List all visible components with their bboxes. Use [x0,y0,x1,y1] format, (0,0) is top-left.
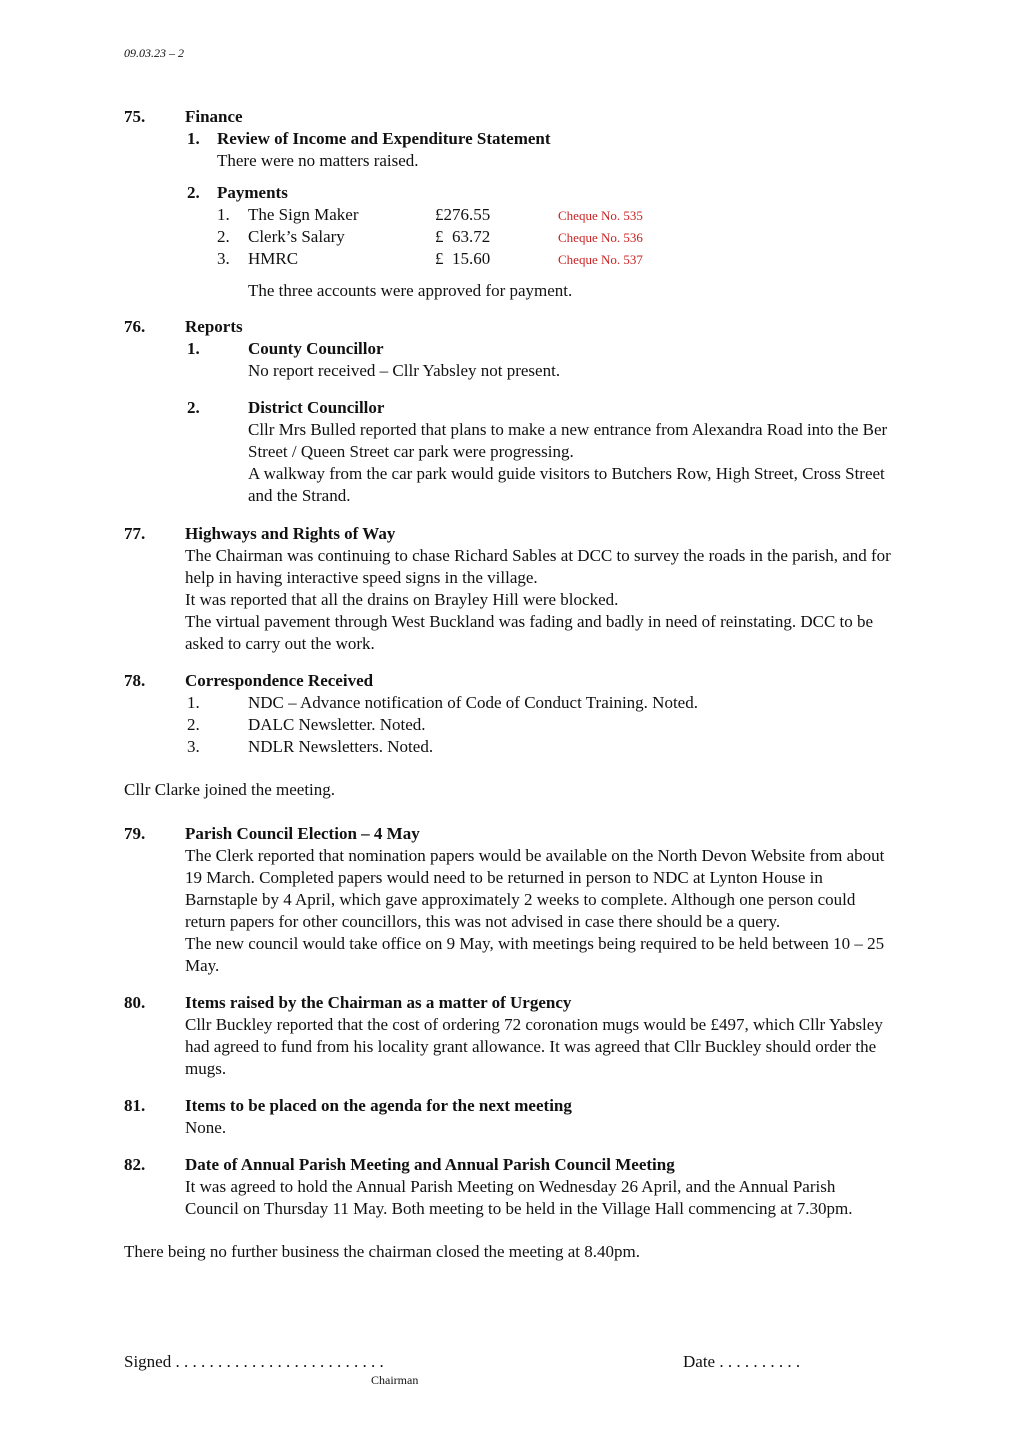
section-81-number: 81. [124,1096,146,1115]
correspondence-2-text: DALC Newsletter. Noted. [248,715,426,734]
section-77-line-5: asked to carry out the work. [185,634,375,653]
payment-1-number: 1. [217,205,230,224]
section-76-number: 76. [124,317,146,336]
section-80-line-1: Cllr Buckley reported that the cost of ordering 72 coronation mugs would be £497, which Cllr Yabsley [185,1015,883,1034]
section-79-line-4: return papers for other councillors, this was not advised in case there should be a query. [185,912,781,931]
section-82-line-2: Council on Thursday 11 May. Both meeting to be held in the Village Hall commencing at 7.30pm. [185,1199,853,1218]
correspondence-3-text: NDLR Newsletters. Noted. [248,737,434,756]
signed-line: Signed . . . . . . . . . . . . . . . . . . . . . . . . . [124,1352,384,1371]
section-77-line-1: The Chairman was continuing to chase Richard Sables at DCC to survey the roads in the parish, and for [185,546,891,565]
section-77-title: Highways and Rights of Way [185,524,396,543]
section-79-line-2: 19 March. Completed papers would need to be returned in person to NDC at Lynton House in [185,868,823,887]
report-2-line-4: and the Strand. [248,486,351,505]
correspondence-1-text: NDC – Advance notification of Code of Conduct Training. Noted. [248,693,698,712]
finance-item-2-title: Payments [217,183,288,202]
section-81-text: None. [185,1118,227,1137]
section-79-line-6: May. [185,956,220,975]
correspondence-3-number: 3. [187,737,200,756]
section-79-line-3: Barnstaple by 4 April, which gave approximately 2 weeks to complete. Although one person could [185,890,856,909]
finance-item-1-text: There were no matters raised. [217,151,419,170]
section-79-number: 79. [124,824,146,843]
finance-item-2-number: 2. [187,183,200,202]
section-80-line-3: mugs. [185,1059,227,1078]
section-81-title: Items to be placed on the agenda for the next meeting [185,1096,572,1115]
section-82-line-1: It was agreed to hold the Annual Parish Meeting on Wednesday 26 April, and the Annual Parish [185,1177,836,1196]
report-2-title: District Councillor [248,398,385,417]
section-82-title: Date of Annual Parish Meeting and Annual Parish Council Meeting [185,1155,675,1174]
section-75-number: 75. [124,107,146,126]
payment-3-cheque: Cheque No. 537 [558,252,643,267]
closing-statement: There being no further business the chairman closed the meeting at 8.40pm. [124,1242,640,1261]
correspondence-2-number: 2. [187,715,200,734]
payment-2-payee: Clerk’s Salary [248,227,345,246]
payment-2-cheque: Cheque No. 536 [558,230,643,245]
section-75-title: Finance [185,107,243,126]
section-77-line-2: help in having interactive speed signs in the village. [185,568,538,587]
section-82-number: 82. [124,1155,146,1174]
page-reference: 09.03.23 – 2 [124,46,184,60]
payments-approved-text: The three accounts were approved for payment. [248,281,573,300]
report-2-number: 2. [187,398,200,417]
clarke-joined-text: Cllr Clarke joined the meeting. [124,780,336,799]
section-77-number: 77. [124,524,146,543]
report-2-line-2: Street / Queen Street car park were progressing. [248,442,574,461]
report-1-title: County Councillor [248,339,384,358]
section-77-line-3: It was reported that all the drains on Brayley Hill were blocked. [185,590,619,609]
section-79-title: Parish Council Election – 4 May [185,824,420,843]
finance-item-1-title: Review of Income and Expenditure Statement [217,129,551,148]
payment-1-cheque: Cheque No. 535 [558,208,643,223]
date-line: Date . . . . . . . . . . [683,1352,801,1371]
chairman-caption: Chairman [371,1373,419,1387]
section-76-title: Reports [185,317,243,336]
payment-3-payee: HMRC [248,249,299,268]
section-77-line-4: The virtual pavement through West Buckland was fading and badly in need of reinstating. DCC to be [185,612,874,631]
section-78-number: 78. [124,671,146,690]
payment-3-number: 3. [217,249,230,268]
section-80-number: 80. [124,993,146,1012]
section-79-line-1: The Clerk reported that nomination papers would be available on the North Devon Website from about [185,846,885,865]
payment-3-amount: £ 15.60 [435,249,491,268]
finance-item-1-number: 1. [187,129,200,148]
payment-1-amount: £276.55 [435,205,491,224]
report-1-number: 1. [187,339,200,358]
payment-1-payee: The Sign Maker [248,205,359,224]
section-79-line-5: The new council would take office on 9 May, with meetings being required to be held between 10 – 25 [185,934,885,953]
report-2-line-3: A walkway from the car park would guide visitors to Butchers Row, High Street, Cross Street [248,464,885,483]
report-1-text: No report received – Cllr Yabsley not present. [248,361,561,380]
report-2-line-1: Cllr Mrs Bulled reported that plans to make a new entrance from Alexandra Road into the Ber [248,420,888,439]
correspondence-1-number: 1. [187,693,200,712]
payment-2-number: 2. [217,227,230,246]
payment-2-amount: £ 63.72 [435,227,491,246]
section-80-title: Items raised by the Chairman as a matter of Urgency [185,993,572,1012]
section-78-title: Correspondence Received [185,671,374,690]
section-80-line-2: had agreed to fund from his locality grant allowance. It was agreed that Cllr Buckley should order the [185,1037,877,1056]
